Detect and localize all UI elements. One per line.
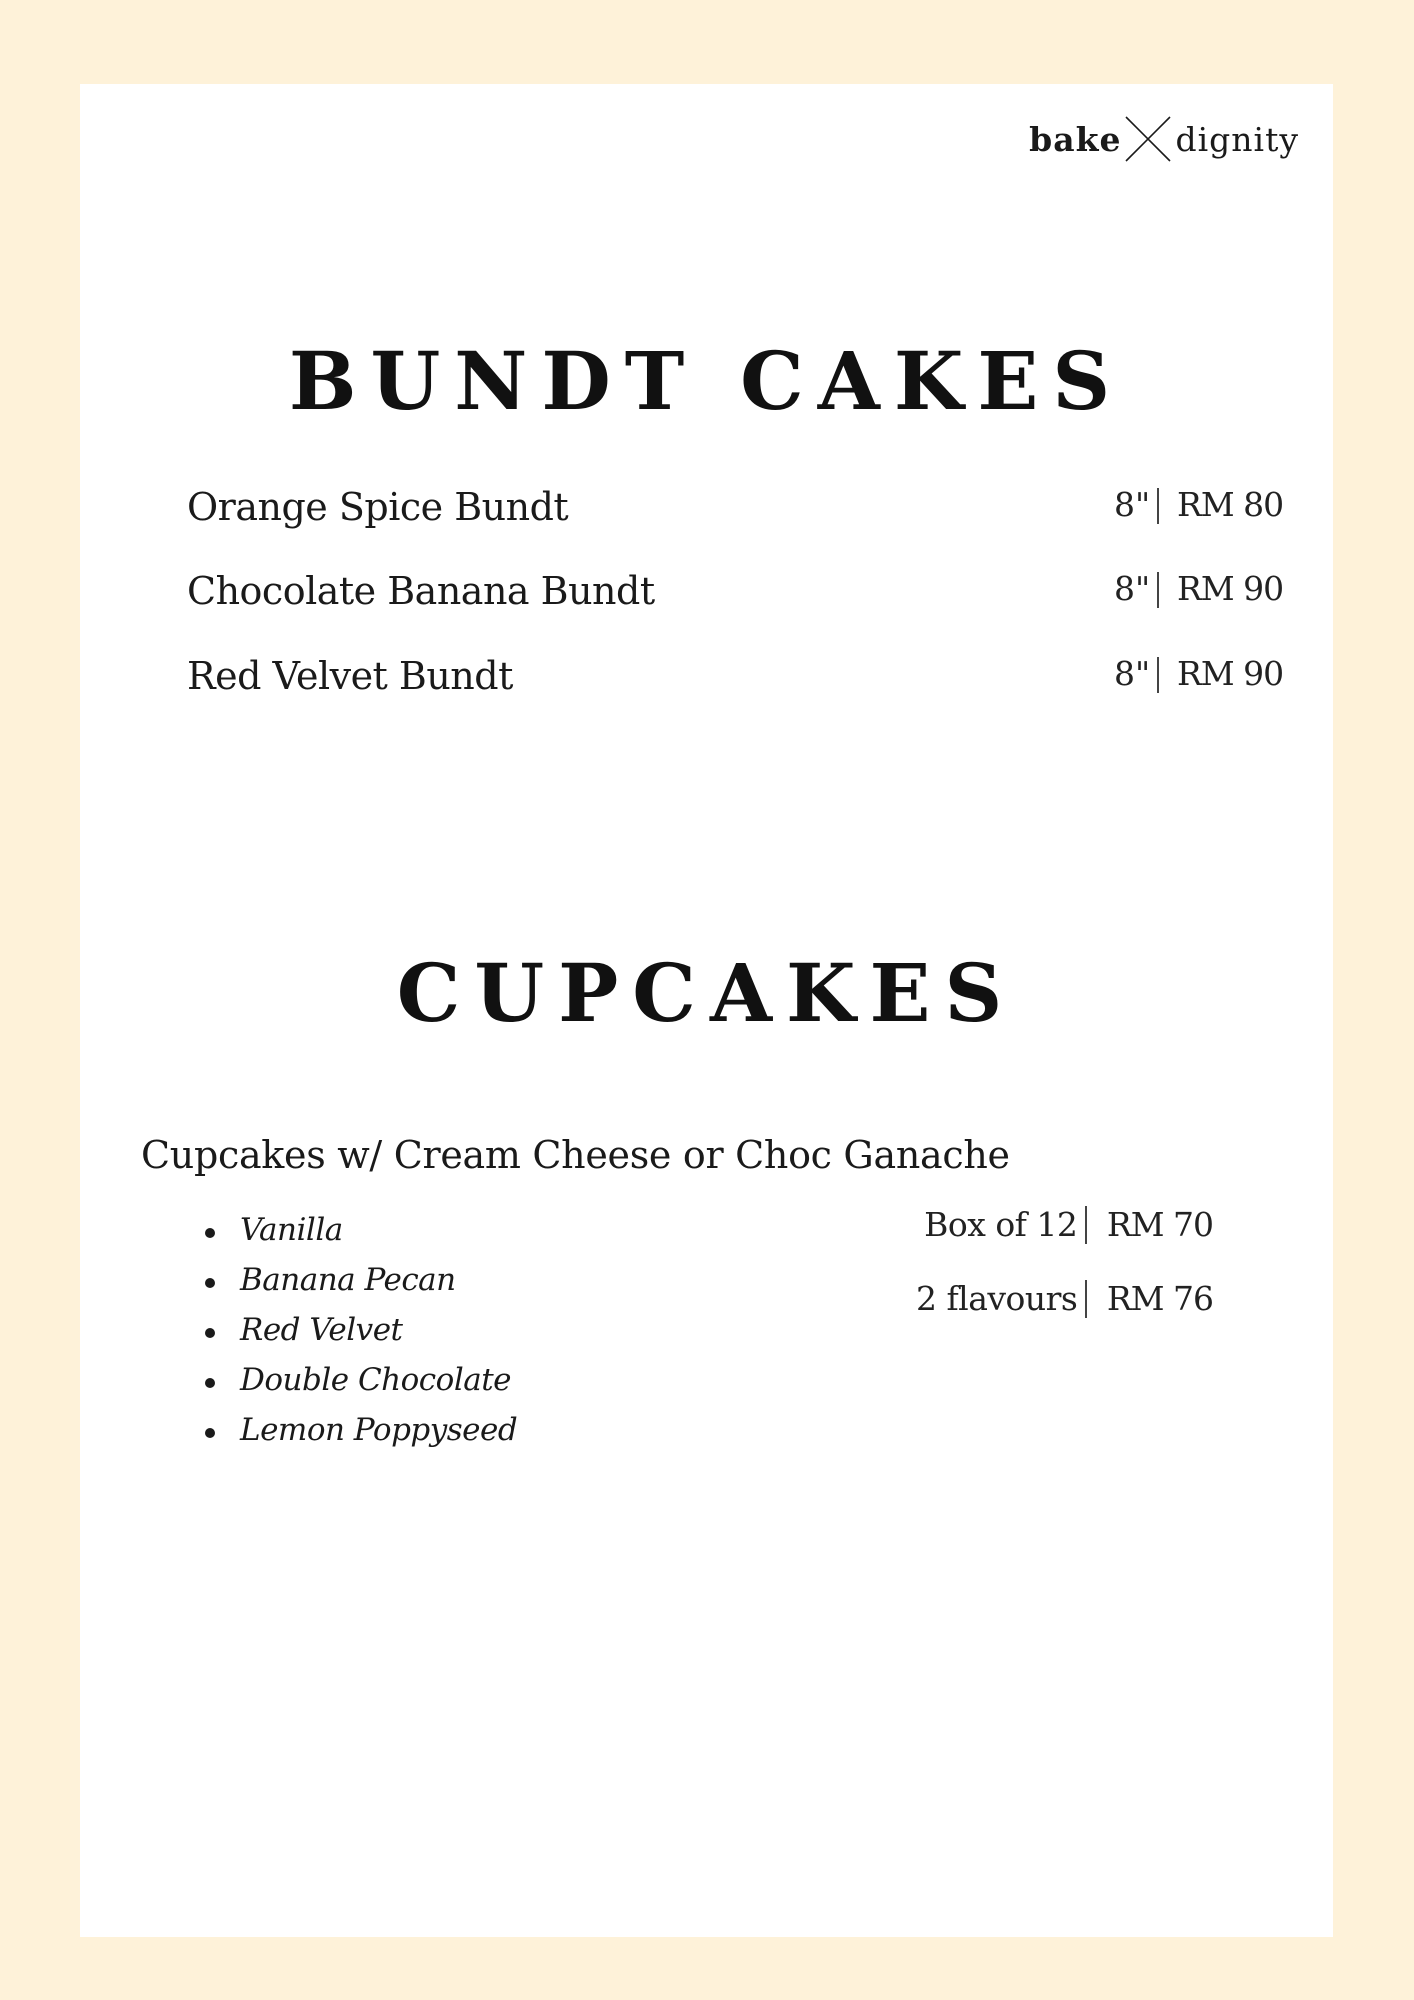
bundt-item-price: RM 90 xyxy=(1177,654,1284,693)
price-divider xyxy=(1157,488,1159,524)
cupcake-quantity: 2 flavours xyxy=(915,1279,1078,1318)
logo-word-dignity: dignity xyxy=(1175,119,1299,159)
bullet-icon xyxy=(205,1428,215,1438)
bullet-icon xyxy=(205,1328,215,1338)
cupcakes-heading: Cupcakes w/ Cream Cheese or Choc Ganache xyxy=(141,1133,1010,1177)
bundt-item-price: RM 90 xyxy=(1177,569,1284,608)
bundt-cakes-title: BUNDT CAKES xyxy=(288,334,1125,428)
cupcake-price: RM 76 xyxy=(1106,1279,1213,1318)
logo-word-bake: bake xyxy=(1029,119,1122,159)
bundt-item-size: 8" xyxy=(1114,485,1151,524)
menu-page xyxy=(80,84,1333,1937)
flavour-label: Double Chocolate xyxy=(240,1362,512,1398)
price-divider xyxy=(1085,1280,1087,1318)
logo-cross-icon xyxy=(1123,114,1173,164)
flavour-label: Red Velvet xyxy=(240,1312,403,1348)
price-divider xyxy=(1157,572,1159,608)
flavour-label: Banana Pecan xyxy=(240,1262,456,1298)
flavour-label: Vanilla xyxy=(240,1212,343,1248)
bundt-item xyxy=(187,654,1287,704)
bundt-item-size: 8" xyxy=(1114,569,1151,608)
bundt-item xyxy=(187,569,1287,619)
list-item xyxy=(205,1412,517,1462)
bundt-item-name: Red Velvet Bundt xyxy=(187,654,513,698)
bundt-item xyxy=(187,485,1287,535)
flavour-list xyxy=(205,1212,517,1462)
price-divider xyxy=(1157,657,1159,693)
bullet-icon xyxy=(205,1228,215,1238)
bundt-item-size: 8" xyxy=(1114,654,1151,693)
cupcake-price: RM 70 xyxy=(1106,1205,1213,1244)
list-item xyxy=(205,1362,517,1412)
bundt-item-name: Orange Spice Bundt xyxy=(187,485,569,529)
brand-logo xyxy=(1029,114,1299,164)
cupcake-quantity: Box of 12 xyxy=(924,1205,1078,1244)
bundt-item-name: Chocolate Banana Bundt xyxy=(187,569,655,613)
list-item xyxy=(205,1262,517,1312)
price-divider xyxy=(1085,1206,1087,1244)
bundt-item-price: RM 80 xyxy=(1177,485,1284,524)
list-item xyxy=(205,1212,517,1262)
list-item xyxy=(205,1312,517,1362)
flavour-label: Lemon Poppyseed xyxy=(240,1412,518,1448)
bullet-icon xyxy=(205,1378,215,1388)
bullet-icon xyxy=(205,1278,215,1288)
cupcake-price-row xyxy=(916,1276,1213,1321)
cupcakes-title: CUPCAKES xyxy=(396,946,1017,1040)
cupcake-price-row xyxy=(924,1202,1213,1247)
